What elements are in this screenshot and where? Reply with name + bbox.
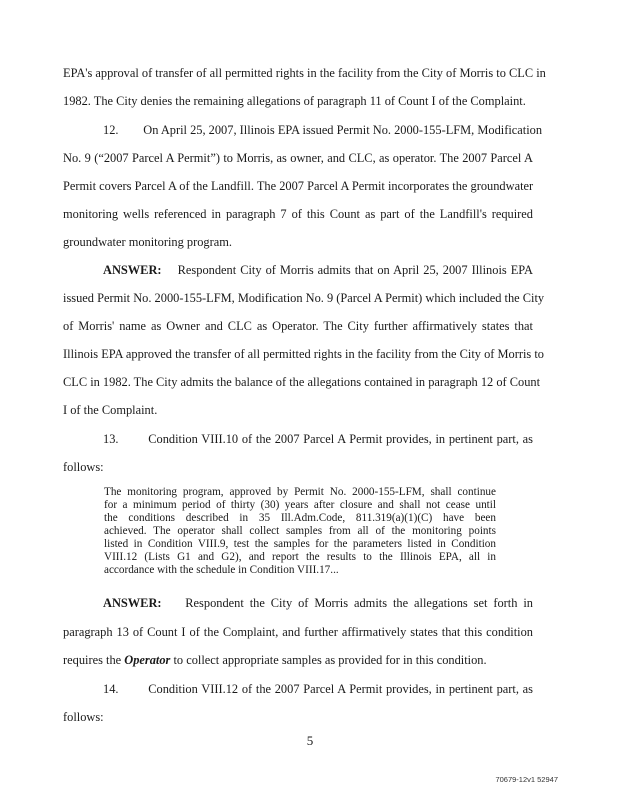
answer12-line-1: [103, 262, 533, 278]
para12-line-2: No. 9 (“2007 Parcel A Permit”) to Morris, as owner, and CLC, as operator. The 2007 Parcel A: [63, 151, 533, 165]
quote-line-5: listed in Condition VIII.9, test the samples for the parameters listed in Condition: [104, 538, 496, 550]
para14-line-2: follows:: [63, 710, 104, 724]
answer12-line-4: Illinois EPA approved the transfer of all permitted rights in the facility from the City of Morris to: [63, 347, 544, 361]
para12-line-3: Permit covers Parcel A of the Landfill. The 2007 Parcel A Permit incorporates the groundwater: [63, 179, 534, 193]
answer13-line-1: [103, 595, 533, 611]
answer13-line3-post: to collect appropriate samples as provided for in this condition.: [170, 653, 487, 667]
para11-line-1: EPA's approval of transfer of all permitted rights in the facility from the City of Morris to CLC in: [63, 66, 546, 80]
answer12-label: ANSWER:: [103, 263, 162, 277]
answer13-line-3: [63, 652, 533, 668]
document-id: 70679-12v1 52947: [495, 775, 558, 784]
page-number: 5: [306, 733, 314, 748]
para13-line-2: follows:: [63, 460, 104, 474]
answer13-line3-pre: requires the: [63, 653, 125, 667]
quote-line-7: accordance with the schedule in Condition VIII.17...: [104, 564, 339, 576]
para11-line-2: 1982. The City denies the remaining allegations of paragraph 11 of Count I of the Complaint.: [63, 94, 526, 108]
answer12-line-3: of Morris' name as Owner and CLC as Operator. The City further affirmatively states that: [63, 319, 533, 333]
quote-line-2: for a minimum period of thirty (30) years after closure and shall not cease until: [104, 499, 496, 511]
quote-line-1: The monitoring program, approved by Permit No. 2000-155-LFM, shall continue: [104, 486, 496, 498]
answer13-first-rest: Respondent the City of Morris admits the allegations set forth in: [185, 596, 534, 610]
para14-line-1: 14. Condition VIII.12 of the 2007 Parcel A Permit provides, in pertinent part, as: [103, 682, 533, 696]
answer13-label: ANSWER:: [103, 596, 162, 610]
answer13-line-2: paragraph 13 of Count I of the Complaint, and further affirmatively states that this condition: [63, 625, 533, 639]
para12-line-1: 12. On April 25, 2007, Illinois EPA issued Permit No. 2000-155-LFM, Modification: [103, 123, 543, 137]
quote-line-6: VIII.12 (Lists G1 and G2), and report the results to the Illinois EPA, all in: [104, 551, 496, 563]
para12-line-5: groundwater monitoring program.: [63, 235, 232, 249]
answer12-line-5: CLC in 1982. The City admits the balance of the allegations contained in paragraph 12 of Count: [63, 375, 541, 389]
answer12-line-6: I of the Complaint.: [63, 403, 158, 417]
answer12-line-2: issued Permit No. 2000-155-LFM, Modification No. 9 (Parcel A Permit) which included the City: [63, 291, 545, 305]
answer13-operator-emphasis: Operator: [124, 653, 171, 667]
answer12-first-rest: Respondent City of Morris admits that on April 25, 2007 Illinois EPA: [177, 263, 534, 277]
quote-line-3: the conditions described in 35 Ill.Adm.Code, 811.319(a)(1)(C) have been: [104, 512, 496, 524]
para13-line-1: 13. Condition VIII.10 of the 2007 Parcel A Permit provides, in pertinent part, as: [103, 432, 533, 446]
para12-line-4: monitoring wells referenced in paragraph 7 of this Count as part of the Landfill's required: [63, 207, 533, 221]
quote-line-4: achieved. The operator shall collect samples from all of the monitoring points: [104, 525, 496, 537]
